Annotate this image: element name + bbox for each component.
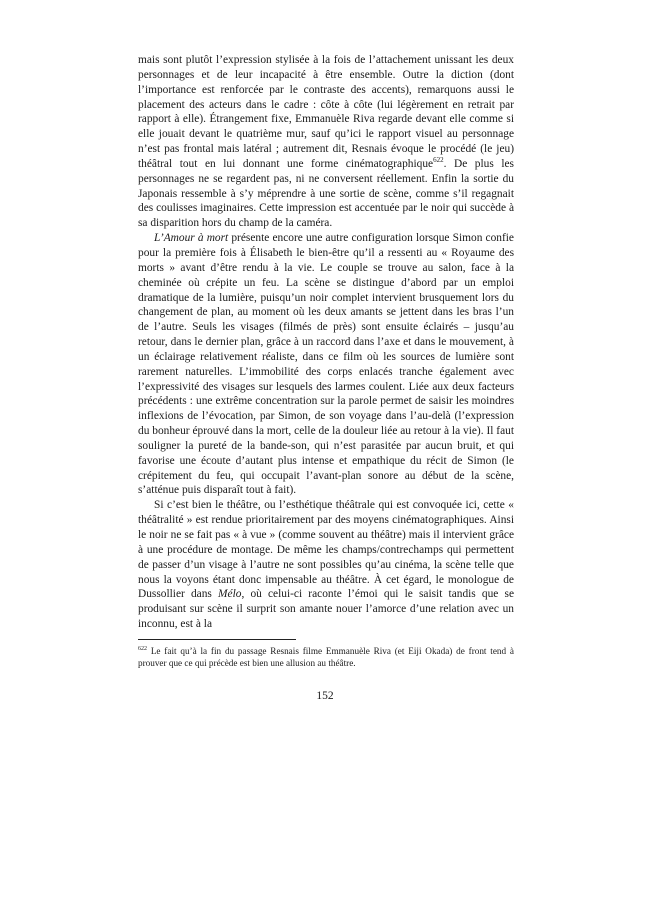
- footnote: [138, 645, 514, 669]
- paragraph-text: , où celui-ci raconte l’émoi qui le saisit tandis que se produisant sur scène il surprit son amante nouer l’amorce d’une relation avec un inconnu, est à la: [138, 588, 514, 631]
- paragraph-text: présente encore une autre configuration lorsque Simon confie pour la première fois à Élisabeth le bien-être qu’il a ressenti au « Royaume des morts » avant d’être rendu à la vie. Le couple se trouve au salon, face à la cheminée où crépite un feu. La scène se distingue d’abord par un emploi dramatique de la lumière, puisqu’un noir complet intervient brusquement lors du changement de plan, au moment où les deux amants se jettent dans les bras l’un de l’autre. Seuls les visages (filmés de près) sont ensuite éclairés – jusqu’au retour, dans le dernier plan, grâce à un raccord dans l’axe et dans le mouvement, à un éclairage relativement réaliste, dans ce film où les sources de lumière sont rarement naturelles. L’immobilité des corps enlacés tranche également avec l’expressivité des visages sur lesquels des larmes coulent. Liée aux deux facteurs précédents : une extrême concentration sur la parole permet de saisir les moindres inflexions de l’évocation, par Simon, de son voyage dans l’au-delà (l’expression du bonheur éprouvé dans la mort, celle de la douleur liée au retour à la vie). Il faut souligner la pureté de la bande-son, qui n’est parasitée par aucun bruit, et qui favorise une écoute d’autant plus intense et empathique du récit de Simon (le crépitement du feu, qui occupait l’avant-plan sonore au début de la scène, s’atténue puis disparaît tout à fait).: [138, 232, 514, 497]
- paragraph-text: . De plus les personnages ne se regardent pas, ni ne conversent réellement. Enfin la sortie du Japonais ressemble à s’y méprendre à une sortie de scène, comme s’il regagnait des coulisses imaginaires. Cette impression est accentuée par le noir qui succède à sa disparition hors du champ de la caméra.: [138, 157, 514, 230]
- paragraph: [138, 498, 514, 632]
- footnote-separator: [138, 639, 296, 640]
- footnote-text: Le fait qu’à la fin du passage Resnais filme Emmanuèle Riva (et Eiji Okada) de front tend à prouver que ce qui précède est bien une allusion au théâtre.: [138, 646, 514, 669]
- body-text: [138, 53, 514, 632]
- paragraph-text: mais sont plutôt l’expression stylisée à la fois de l’attachement unissant les deux personnages et de leur incapacité à être ensemble. Outre la diction (dont l’importance est renforcée par le contraste des accents), remarquons aussi le placement des acteurs dans le cadre : côte à côte (lui légèrement en retrait par rapport à elle). Étrangement fixe, Emmanuèle Riva regarde devant elle comme si elle jouait devant le quatrième mur, sauf qu’ici le rapport visuel au personnage n’est pas frontal mais latéral ; autrement dit, Resnais évoque le procédé (le jeu) théâtral tout en lui donnant une forme cinématographique: [138, 54, 514, 170]
- paragraph: [138, 231, 514, 498]
- page-number: 152: [316, 690, 334, 702]
- paragraph-text: Si c’est bien le théâtre, ou l’esthétique théâtrale qui est convoquée ici, cette « théâtralité » est rendue prioritairement par des moyens cinématographiques. Ainsi le noir ne se fait pas « à vue » (comme souvent au théâtre) mais il intervient grâce à une procédure de montage. De même les champs/contrechamps qui permettent de passer d’un visage à l’autre ne sont possibles qu’au cinéma, la scène telle que nous la voyons étant donc impensable au théâtre. À cet égard, le monologue de Dussollier dans: [138, 499, 514, 601]
- paragraph: [138, 53, 514, 231]
- italic-title: L’Amour à mort: [154, 232, 229, 245]
- footnote-number: 622: [138, 645, 147, 652]
- footnote-reference: 622: [433, 156, 444, 165]
- italic-title: Mélo: [218, 588, 242, 601]
